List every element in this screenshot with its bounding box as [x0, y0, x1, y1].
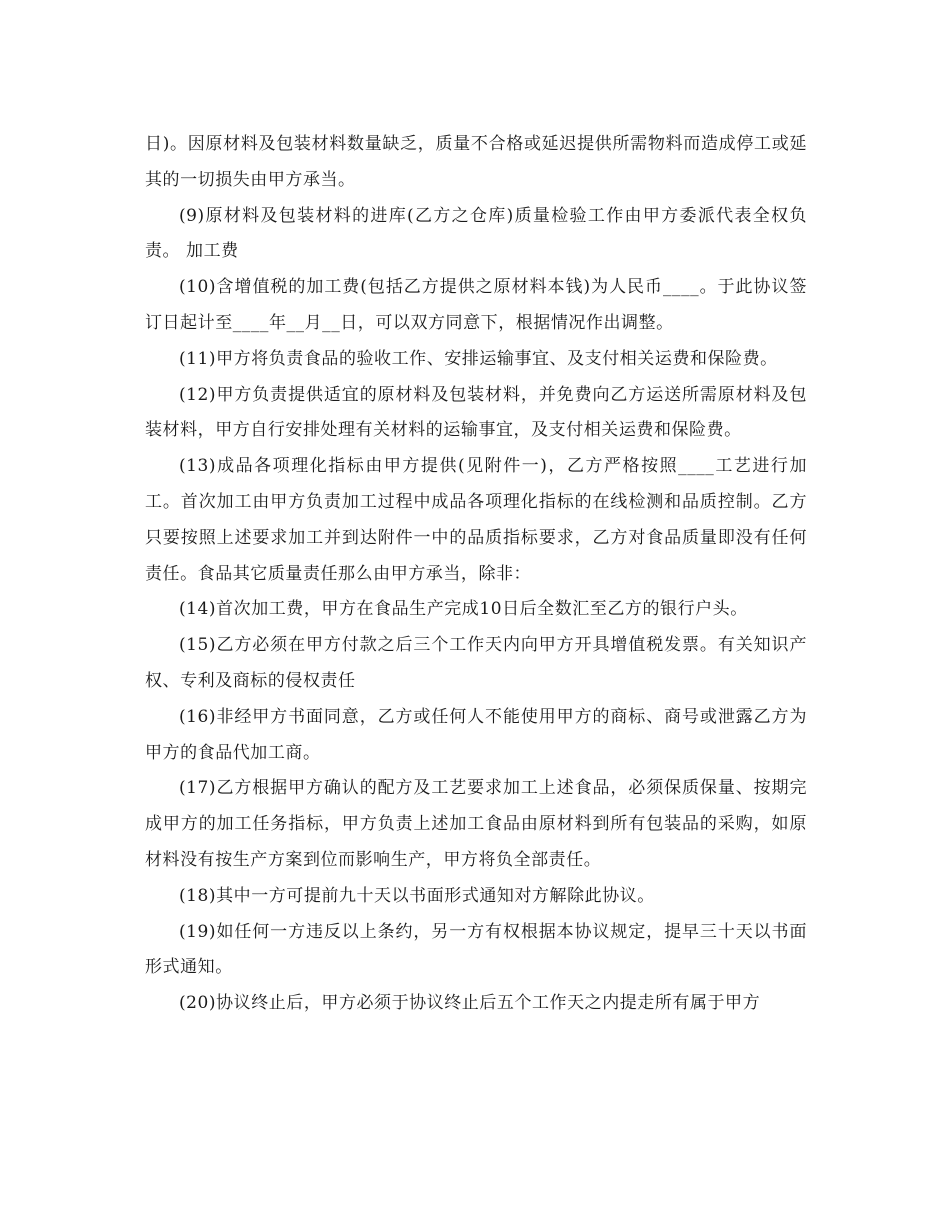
paragraph-clause-18: (18)其中一方可提前九十天以书面形式通知对方解除此协议。: [179, 885, 655, 906]
document-page: [145, 127, 807, 1022]
paragraph-clause-16: (16)非经甲方书面同意，乙方或任何人不能使用甲方的商标、商号或泄露乙方为甲方的食品代加工商。: [145, 706, 807, 763]
paragraph-clause-19: (19)如任何一方违反以上条约，另一方有权根据本协议规定，提早三十天以书面形式通知。: [145, 921, 807, 978]
paragraph-clause-14: (14)首次加工费，甲方在食品生产完成10日后全数汇至乙方的银行户头。: [179, 599, 748, 620]
paragraph-clause-13: (13)成品各项理化指标由甲方提供(见附件一)，乙方严格按照____工艺进行加工。首次加工由甲方负责加工过程中成品各项理化指标的在线检测和品质控制。乙方只要按照上述要求加工并到达附件一中的品质指标要求，乙方对食品质量即没有任何责任。食品其它质量责任那么由甲方承当，除非：: [145, 456, 807, 584]
paragraph-continuation: 日)。因原材料及包装材料数量缺乏，质量不合格或延迟提供所需物料而造成停工或延其的一切损失由甲方承当。: [145, 134, 807, 190]
paragraph-clause-15: (15)乙方必须在甲方付款之后三个工作天内向甲方开具增值税发票。有关知识产权、专利及商标的侵权责任: [145, 635, 807, 691]
paragraph-clause-20: (20)协议终止后，甲方必须于协议终止后五个工作天之内提走所有属于甲方: [179, 993, 761, 1014]
paragraph-clause-12: (12)甲方负责提供适宜的原材料及包装材料，并免费向乙方运送所需原材料及包装材料，甲方自行安排处理有关材料的运输事宜，及支付相关运费和保险费。: [145, 384, 807, 441]
paragraph-clause-11: (11)甲方将负责食品的验收工作、安排运输事宜、及支付相关运费和保险费。: [179, 348, 778, 369]
paragraph-clause-9: (9)原材料及包装材料的进库(乙方之仓库)质量检验工作由甲方委派代表全权负责。 加工费: [145, 205, 807, 262]
paragraph-clause-17: (17)乙方根据甲方确认的配方及工艺要求加工上述食品，必须保质保量、按期完成甲方的加工任务指标，甲方负责上述加工食品由原材料到所有包装品的采购，如原材料没有按生产方案到位而影响生产，甲方将负全部责任。: [145, 778, 807, 870]
paragraph-clause-10: (10)含增值税的加工费(包括乙方提供之原材料本钱)为人民币____。于此协议签订日起计至____年__月__日，可以双方同意下，根据情况作出调整。: [145, 277, 807, 333]
